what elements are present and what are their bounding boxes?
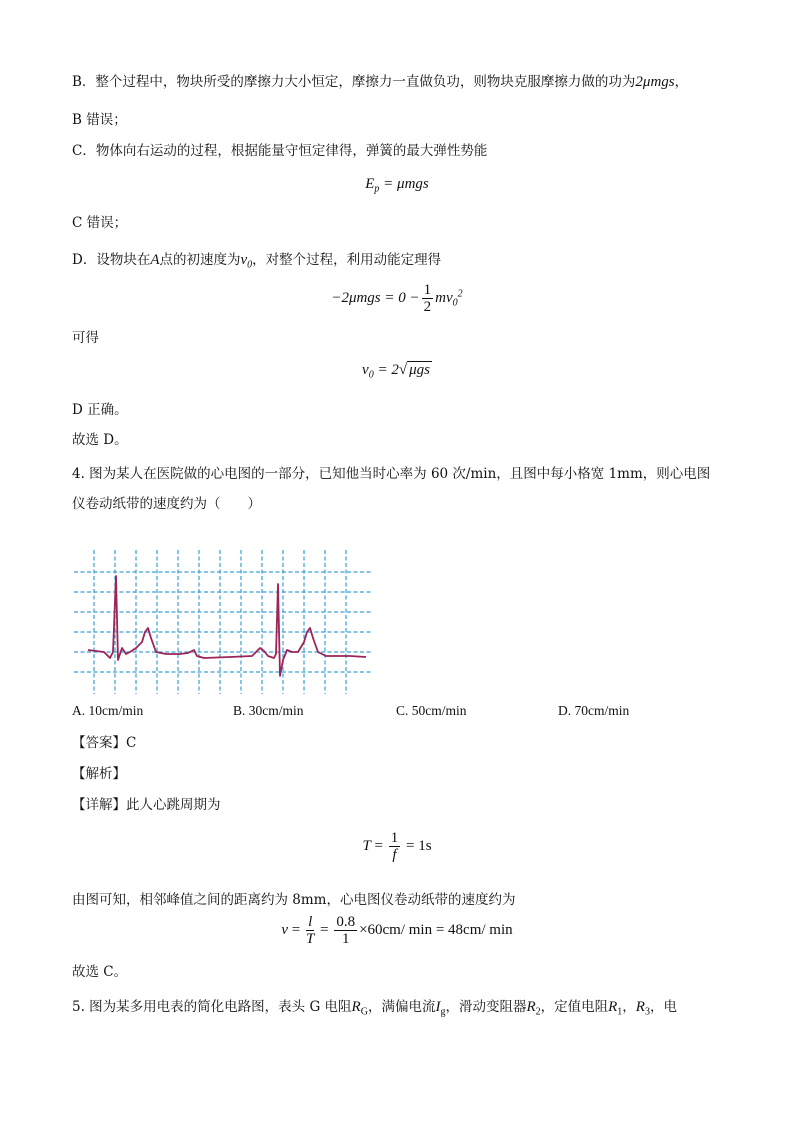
equation-work-energy: −2μmgs = 0 − $\frac{1}{2}$ $mv_0^2$ [331,282,463,315]
choice-a[interactable]: A. 10cm/min [72,703,144,718]
option-c-verdict: C 错误； [72,215,128,231]
answer-label: 【答案】 [72,735,126,751]
choice-c[interactable]: C. 50cm/min [396,703,467,718]
equation-speed: v = $\frac{l}{T}$ = $\frac{0.8}{1}$ ×60cm/ min = 48cm/ min [281,914,513,947]
option-c-text: C．物体向右运动的过程，根据能量守恒定律得，弹簧的最大弹性势能 [72,143,488,159]
option-b-text: B．整个过程中，物块所受的摩擦力大小恒定，摩擦力一直做负功，则物块克服摩擦力做的功为2μmgs， [72,74,689,90]
conclusion-c: 故选 C。 [72,964,128,980]
analysis-label: 【解析】 [72,766,126,782]
figure-analysis-text: 由图可知，相邻峰值之间的距离约为 8mm，心电图仪卷动纸带的速度约为 [72,892,516,908]
option-d-verdict: D 正确。 [72,402,128,418]
conclusion-d: 故选 D。 [72,432,128,448]
ecg-trace [88,576,366,676]
choice-d[interactable]: D. 70cm/min [558,703,630,718]
option-b-verdict: B 错误； [72,112,127,128]
equation-period: T = $\frac{1}{f}$ = 1s [362,830,432,863]
therefore-text: 可得 [72,330,99,346]
choice-b[interactable]: B. 30cm/min [233,703,304,718]
ecg-figure [70,548,376,694]
work-expression: 2μmgs [635,74,675,90]
answer-line [72,733,136,753]
detail-line: 【详解】此人心跳周期为 [72,797,221,813]
answer-value: C [126,735,137,751]
option-d-text: D．设物块在A点的初速度为$v_0$，对整个过程，利用动能定理得 [72,252,442,271]
question-5-line1: 5. 图为某多用电表的简化电路图，表头 G 电阻$R_G$，满偏电流$I_g$，滑动变阻器$R_2$，定值电阻$R_1$，$R_3$，电 [72,999,677,1018]
detail-label: 【详解】 [72,797,126,813]
equation-elastic-energy: $E_p = \mu mgs$ [365,176,429,195]
equation-initial-velocity: $v_0 = 2√$ μgs [362,362,430,381]
question-4-line2: 仪卷动纸带的速度约为（ ） [72,496,261,512]
ecg-grid [74,550,372,694]
question-4-line1: 4. 图为某人在医院做的心电图的一部分，已知他当时心率为 60 次/min，且图中每小格宽 1mm，则心电图 [72,466,711,482]
